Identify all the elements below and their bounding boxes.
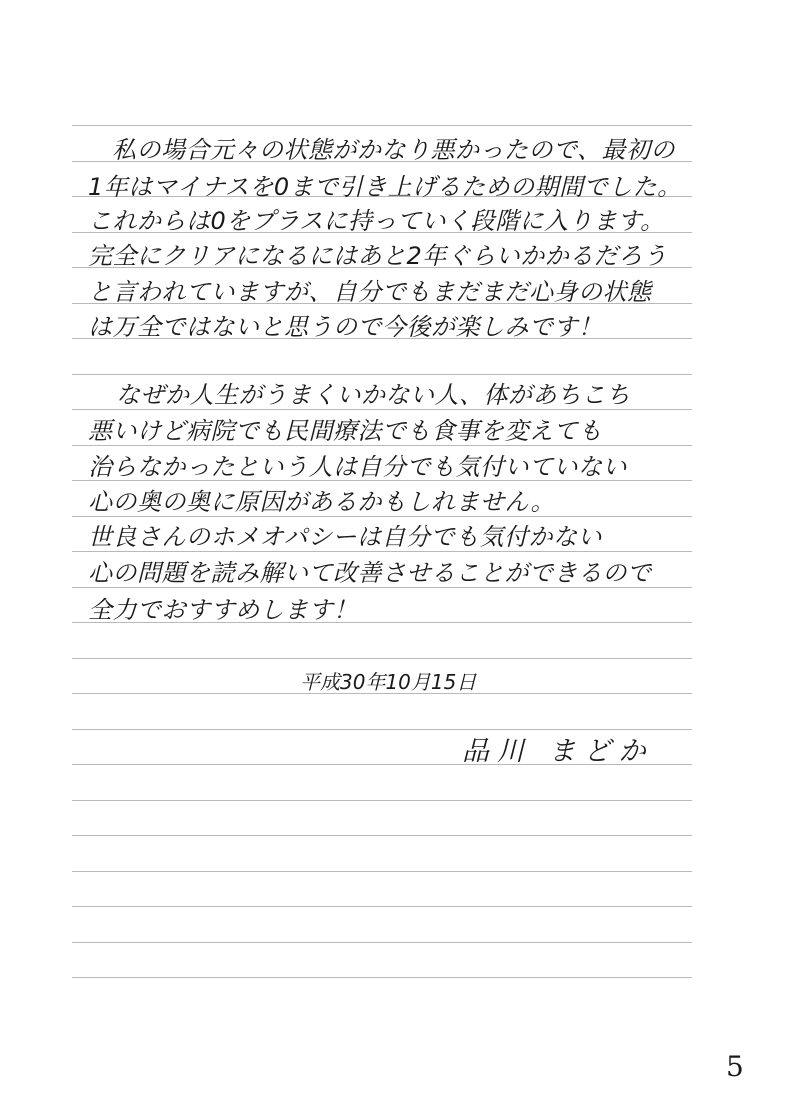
paragraph-1-line-1: 私の場合元々の状態がかなり悪かったので、最初の <box>112 136 676 164</box>
ruled-line <box>72 977 692 978</box>
ruled-line <box>72 871 692 872</box>
ruled-line <box>72 729 692 730</box>
ruled-line <box>72 942 692 943</box>
page-number: 5 <box>726 1050 744 1083</box>
paragraph-1-line-6: は万全ではないと思うので今後が楽しみです！ <box>88 313 603 341</box>
ruled-line <box>72 835 692 836</box>
ruled-line <box>72 800 692 801</box>
ruled-line <box>72 125 692 126</box>
date: 平成30年10月15日 <box>300 670 477 694</box>
paragraph-1-line-3: これからは0をプラスに持っていく段階に入ります。 <box>88 207 665 235</box>
paragraph-2-line-6: 心の問題を読み解いて改善させることができるので <box>88 559 652 587</box>
paragraph-1-line-2: 1年はマイナスを0まで引き上げるための期間でした。 <box>88 173 682 201</box>
paragraph-2-line-4: 心の奥の奥に原因があるかもしれません。 <box>88 488 555 516</box>
paragraph-1-line-4: 完全にクリアになるにはあと2年ぐらいかかるだろう <box>88 242 668 270</box>
paragraph-2-line-3: 治らなかったという人は自分でも気付いていない <box>88 453 627 481</box>
paragraph-1-line-5: と言われていますが、自分でもまだまだ心身の状態 <box>88 278 652 306</box>
paragraph-2-line-5: 世良さんのホメオパシーは自分でも気付かない <box>88 523 603 551</box>
signature: 品川 まどか <box>462 736 654 767</box>
paragraph-2-line-7: 全力でおすすめします！ <box>88 596 358 624</box>
ruled-line <box>72 906 692 907</box>
paragraph-2-line-2: 悪いけど病院でも民間療法でも食事を変えても <box>88 417 603 445</box>
paragraph-2-line-1: なぜか人生がうまくいかない人、体があちこち <box>116 381 631 409</box>
ruled-line <box>72 658 692 659</box>
ruled-line <box>72 374 692 375</box>
